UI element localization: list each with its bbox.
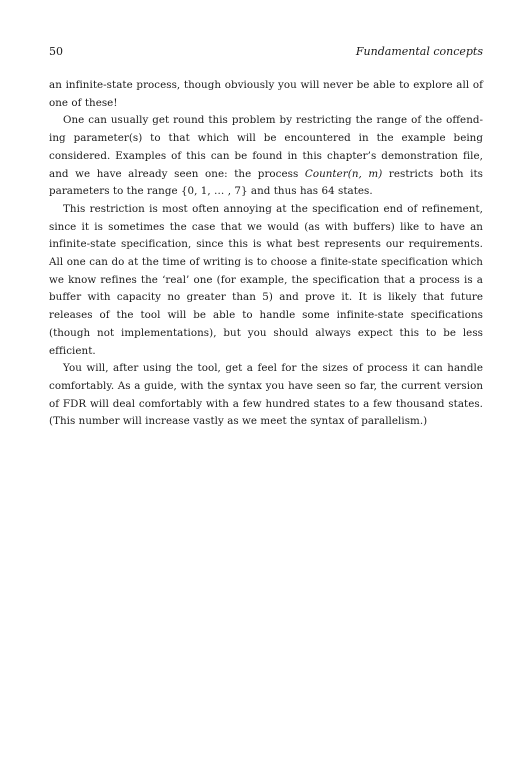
paragraph-restricting-range (49, 112, 483, 201)
running-title: Fundamental concepts (355, 45, 483, 58)
running-head (49, 44, 483, 60)
paragraph-specification-restriction: This restriction is most often annoying at the specification end of refinement, since it is sometimes the case that we would (as with buffers) like to have an infinite-state specification, since this is what best represents our requirements. All one can do at the time of writing is to choose a finite-state specification which we know refines the ‘real’ one (for example, the specification that a process is a buffer with capacity no greater than 5) and prove it. It is likely that future releases of the tool will be able to handle some infinite-state specifications (though not implementations), but you should always expect this to be less efficient. (49, 202, 483, 357)
math-counter-args: (n, m) (347, 167, 383, 180)
math-counter-name: Counter (304, 167, 348, 180)
paragraph-continuation: an infinite-state process, though obviously you will never be able to explore all of one of these! (49, 79, 483, 109)
body-text (49, 77, 483, 431)
paragraph-tool-capacity: You will, after using the tool, get a feel for the sizes of process it can handle comfortably. As a guide, with the syntax you have seen so far, the current version of FDR will deal comfortably with a few hundred states to a few thousand states. (This number will increase vastly as we meet the syntax of parallelism.) (49, 362, 483, 428)
page-number: 50 (49, 45, 63, 58)
paragraph-text-before-math: One can usually get round this problem by restricting the range of the offending parameter(s) to that which will be encountered in the example being considered. Examples of this can be found in this chapter’s demonstration file, and we have already seen one: the process (49, 114, 483, 180)
book-page (49, 44, 483, 431)
paragraph-text-after-math: restricts both its parameters to the range {0, 1, … , 7} and thus has 64 states. (49, 167, 483, 198)
